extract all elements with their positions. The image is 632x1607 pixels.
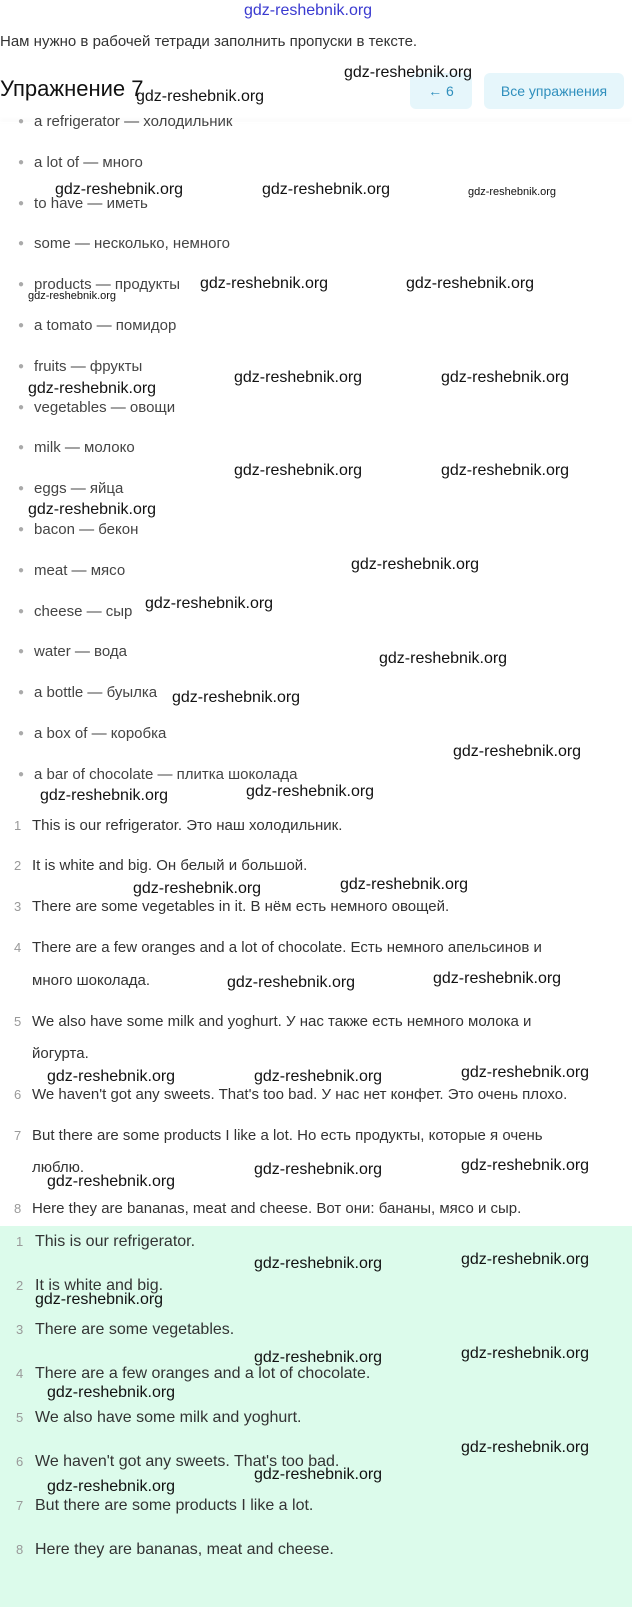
watermark: gdz-reshebnik.org (461, 1439, 590, 1456)
watermark: gdz-reshebnik.org (254, 1466, 383, 1483)
watermark: gdz-reshebnik.org (172, 689, 301, 706)
sentence-item (14, 1013, 531, 1030)
bullet-icon: ● (18, 360, 25, 372)
watermark: gdz-reshebnik.org (344, 64, 473, 81)
watermark: gdz-reshebnik.org (461, 1251, 590, 1268)
answer-item (16, 1409, 302, 1427)
watermark: gdz-reshebnik.org (28, 290, 117, 302)
vocab-item (18, 317, 176, 334)
vocab-item (18, 766, 297, 783)
sentence-number: 5 (14, 1014, 22, 1029)
answer-number: 3 (16, 1322, 24, 1337)
vocab-item (18, 399, 175, 416)
vocab-item (18, 358, 142, 375)
watermark: gdz-reshebnik.org (200, 275, 329, 292)
watermark: gdz-reshebnik.org (262, 181, 391, 198)
vocab-text: a box of — коробка (34, 725, 167, 742)
answer-number: 1 (16, 1234, 24, 1249)
watermark: gdz-reshebnik.org (441, 369, 570, 386)
sentence-continuation: много шоколада. (32, 972, 151, 989)
sentence-continuation: йогурта. (32, 1045, 89, 1062)
watermark: gdz-reshebnik.org (234, 369, 363, 386)
watermark: gdz-reshebnik.org (227, 974, 356, 991)
sentence-number: 8 (14, 1201, 22, 1216)
answer-number: 4 (16, 1366, 24, 1381)
answer-item (16, 1365, 370, 1383)
vocab-text: a bar of chocolate — плитка шоколада (34, 765, 298, 783)
answer-item (16, 1497, 313, 1515)
answer-number: 5 (16, 1410, 24, 1425)
vocab-item (18, 603, 132, 620)
vocab-text: milk — молоко (34, 439, 135, 457)
sentence-text: But there are some products I like a lot. Но есть продукты, которые я очень (32, 1127, 543, 1144)
answer-text: We also have some milk and yoghurt. (35, 1409, 302, 1426)
watermark: gdz-reshebnik.org (254, 1068, 383, 1085)
vocab-item (18, 154, 143, 171)
watermark: gdz-reshebnik.org (433, 970, 562, 987)
intro-text: Нам нужно в рабочей тетради заполнить пропуски в тексте. (0, 33, 418, 50)
vocab-item (18, 521, 138, 538)
bullet-icon: ● (18, 646, 25, 658)
sentence-item (14, 898, 449, 915)
sentence-text: There are a few oranges and a lot of chocolate. Есть немного апельсинов и (32, 939, 542, 956)
vocab-text: a lot of — много (34, 153, 143, 171)
watermark: gdz-reshebnik.org (35, 1291, 164, 1308)
vocab-text: to have — иметь (34, 194, 148, 212)
bullet-icon: ● (18, 238, 25, 250)
watermark: gdz-reshebnik.org (47, 1384, 176, 1401)
answer-text: This is our refrigerator. (35, 1233, 196, 1250)
watermark: gdz-reshebnik.org (28, 501, 157, 518)
watermark: gdz-reshebnik.org (351, 556, 480, 573)
watermark: gdz-reshebnik.org (461, 1064, 590, 1081)
watermark: gdz-reshebnik.org (133, 880, 262, 897)
answer-item (16, 1541, 334, 1559)
sentence-text: It is white and big. Он белый и большой. (32, 857, 308, 874)
all-exercises-button[interactable]: Все упражнения (484, 73, 624, 109)
answer-text: Here they are bananas, meat and cheese. (35, 1541, 334, 1558)
vocab-text: a bottle — буылка (34, 684, 158, 702)
sentence-text: We haven't got any sweets. That's too bad. У нас нет конфет. Это очень плохо. (32, 1086, 568, 1103)
bullet-icon: ● (18, 442, 25, 454)
watermark: gdz-reshebnik.org (254, 1161, 383, 1178)
watermark: gdz-reshebnik.org (136, 88, 265, 105)
vocab-text: vegetables — овощи (34, 398, 176, 416)
vocab-item (18, 235, 230, 252)
vocab-item (18, 562, 125, 579)
sentence-continuation: люблю. (32, 1159, 85, 1176)
watermark: gdz-reshebnik.org (468, 186, 557, 198)
watermark: gdz-reshebnik.org (254, 1349, 383, 1366)
vocab-item (18, 480, 123, 497)
sentence-number: 3 (14, 899, 22, 914)
watermark: gdz-reshebnik.org (379, 650, 508, 667)
answer-text: There are some vegetables. (35, 1321, 235, 1338)
vocab-text: a tomato — помидор (34, 317, 177, 334)
bullet-icon: ● (18, 728, 25, 739)
bullet-icon: ● (18, 279, 25, 291)
answer-number: 7 (16, 1498, 24, 1513)
sentence-text: There are some vegetables in it. В нём есть немного овощей. (32, 898, 450, 915)
answer-item (16, 1233, 195, 1251)
watermark: gdz-reshebnik.org (246, 783, 375, 800)
watermark: gdz-reshebnik.org (47, 1173, 176, 1190)
sentence-item (14, 939, 542, 956)
bullet-icon: ● (18, 156, 25, 168)
watermark: gdz-reshebnik.org (47, 1478, 176, 1495)
vocab-text: fruits — фрукты (34, 357, 143, 375)
answer-number: 6 (16, 1454, 24, 1469)
answer-text: It is white and big. (35, 1277, 164, 1294)
sentence-text: Here they are bananas, meat and cheese. Вот они: бананы, мясо и сыр. (32, 1200, 522, 1217)
page-title: Упражнение 7 (0, 76, 144, 101)
answer-number: 2 (16, 1278, 24, 1293)
watermark: gdz-reshebnik.org (254, 1255, 383, 1272)
previous-exercise-button[interactable]: ← 6 (410, 73, 472, 109)
bullet-icon: ● (18, 197, 25, 209)
answer-text: There are a few oranges and a lot of chocolate. (35, 1365, 371, 1382)
answer-text: We haven't got any sweets. That's too bad. (35, 1453, 340, 1470)
vocab-item (18, 684, 157, 701)
watermark: gdz-reshebnik.org (461, 1157, 590, 1174)
watermark: gdz-reshebnik.org (234, 462, 363, 479)
sentence-number: 7 (14, 1128, 22, 1143)
bullet-icon: ● (18, 524, 25, 535)
watermark: gdz-reshebnik.org (406, 275, 535, 292)
bullet-icon: ● (18, 401, 25, 413)
sentence-item (14, 1200, 521, 1217)
vocab-item (18, 725, 166, 742)
bullet-icon: ● (18, 768, 25, 780)
watermark: gdz-reshebnik.org (47, 1068, 176, 1085)
watermark: gdz-reshebnik.org (244, 2, 373, 19)
vocab-text: products — продукты (34, 276, 181, 294)
vocab-text: cheese — сыр (34, 602, 133, 620)
sentence-number: 2 (14, 858, 22, 873)
bullet-icon: ● (18, 687, 25, 699)
vocab-item (18, 113, 232, 130)
watermark: gdz-reshebnik.org (145, 595, 274, 612)
vocab-text: water — вода (34, 643, 127, 661)
vocab-item (18, 439, 135, 456)
sentence-item (14, 1127, 543, 1144)
sentence-item (14, 817, 342, 834)
sentence-number: 4 (14, 940, 22, 955)
sentence-item (14, 857, 307, 874)
vocab-text: a refrigerator — холодильник (34, 113, 233, 130)
answer-number: 8 (16, 1542, 24, 1557)
watermark: gdz-reshebnik.org (340, 876, 469, 893)
watermark: gdz-reshebnik.org (28, 380, 157, 397)
watermark: gdz-reshebnik.org (55, 181, 184, 198)
vocab-text: eggs — яйца (34, 480, 124, 498)
bullet-icon: ● (18, 483, 25, 495)
bullet-icon: ● (18, 116, 25, 127)
vocab-item (18, 643, 127, 660)
bullet-icon: ● (18, 564, 25, 576)
bullet-icon: ● (18, 320, 25, 331)
vocab-text: some — несколько, немного (34, 235, 230, 253)
watermark: gdz-reshebnik.org (40, 787, 169, 804)
answer-text: But there are some products I like a lot. (35, 1497, 314, 1514)
vocab-text: bacon — бекон (34, 521, 139, 538)
bullet-icon: ● (18, 605, 25, 617)
sentence-text: This is our refrigerator. Это наш холодильник. (32, 817, 343, 834)
watermark: gdz-reshebnik.org (441, 462, 570, 479)
answer-item (16, 1321, 234, 1339)
vocab-text: meat — мясо (34, 561, 126, 579)
sentence-item (14, 1086, 567, 1103)
watermark: gdz-reshebnik.org (453, 743, 582, 760)
sentence-number: 6 (14, 1087, 22, 1102)
sentence-number: 1 (14, 818, 22, 833)
sentence-text: We also have some milk and yoghurt. У нас также есть немного молока и (32, 1013, 532, 1030)
watermark: gdz-reshebnik.org (461, 1345, 590, 1362)
